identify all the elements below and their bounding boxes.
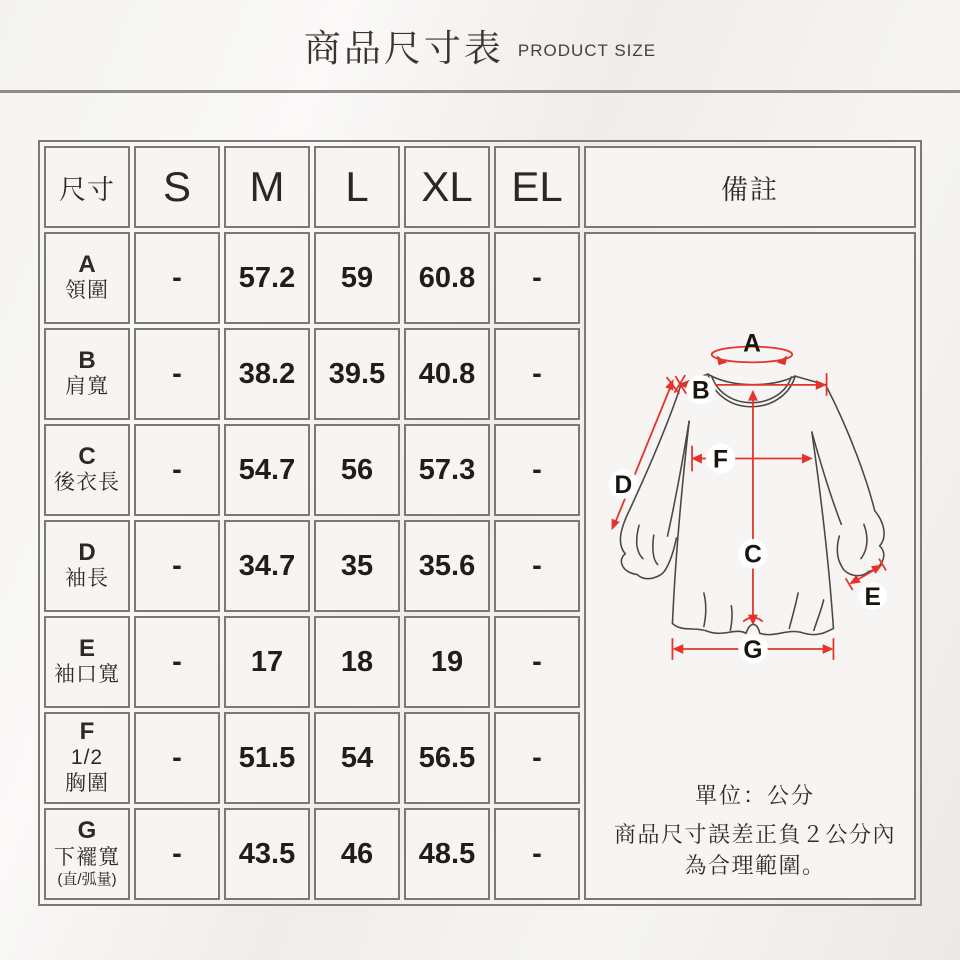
label-b: B (692, 377, 710, 405)
notes-text (586, 779, 914, 898)
arrowheads (612, 355, 883, 653)
value-cell: - (494, 520, 580, 612)
tolerance-note: 商品尺寸誤差正負２公分內為合理範圍。 (613, 822, 896, 879)
value-cell: 43.5 (224, 808, 310, 900)
value-cell: - (134, 424, 220, 516)
value-cell: 35 (314, 520, 400, 612)
value-cell: - (494, 328, 580, 420)
row-label-c: C 後衣長 (44, 424, 130, 516)
value-cell: 57.2 (224, 232, 310, 324)
label-c: C (744, 541, 762, 569)
row-label-a: A 領圍 (44, 232, 130, 324)
value-cell: 56.5 (404, 712, 490, 804)
value-cell: - (134, 520, 220, 612)
value-cell: 60.8 (404, 232, 490, 324)
row-label-e: E 袖口寬 (44, 616, 130, 708)
value-cell: 54 (314, 712, 400, 804)
value-cell: 18 (314, 616, 400, 708)
label-e: E (864, 583, 881, 611)
value-cell: - (134, 232, 220, 324)
value-cell: 40.8 (404, 328, 490, 420)
value-cell: 34.7 (224, 520, 310, 612)
header-size-label: 尺寸 (44, 146, 130, 228)
header-size-xl: XL (404, 146, 490, 228)
header-size-el: EL (494, 146, 580, 228)
title-divider (0, 90, 960, 93)
value-cell: - (494, 424, 580, 516)
value-cell: - (494, 808, 580, 900)
value-cell: 39.5 (314, 328, 400, 420)
value-cell: - (134, 808, 220, 900)
garment-measurement-diagram (586, 326, 914, 672)
value-cell: - (134, 328, 220, 420)
row-label-d: D 袖長 (44, 520, 130, 612)
row-label-g: G 下襬寬 (直/弧量) (44, 808, 130, 900)
value-cell: 57.3 (404, 424, 490, 516)
measure-labels (609, 331, 887, 664)
value-cell: - (494, 712, 580, 804)
measure-d-sleeve (615, 387, 671, 524)
value-cell: 59 (314, 232, 400, 324)
value-cell: 51.5 (224, 712, 310, 804)
notes-cell (584, 232, 916, 900)
value-cell: 48.5 (404, 808, 490, 900)
size-table (38, 140, 922, 906)
title-sub: PRODUCT SIZE (517, 41, 657, 60)
header-size-l: L (314, 146, 400, 228)
value-cell: - (494, 616, 580, 708)
value-cell: 46 (314, 808, 400, 900)
header-notes: 備註 (584, 146, 916, 228)
value-cell: - (494, 232, 580, 324)
header-size-s: S (134, 146, 220, 228)
value-cell: 17 (224, 616, 310, 708)
value-cell: - (134, 712, 220, 804)
page-title (0, 0, 960, 90)
value-cell: 35.6 (404, 520, 490, 612)
label-g: G (743, 636, 763, 664)
value-cell: 38.2 (224, 328, 310, 420)
table-header-row (44, 146, 916, 228)
unit-note: 單位：公分 (694, 783, 815, 809)
label-d: D (614, 471, 633, 499)
title-main: 商品尺寸表 (303, 28, 504, 69)
value-cell: - (134, 616, 220, 708)
value-cell: 56 (314, 424, 400, 516)
label-a: A (743, 330, 761, 358)
value-cell: 19 (404, 616, 490, 708)
row-label-f: F 1/2 胸圍 (44, 712, 130, 804)
row-label-b: B 肩寬 (44, 328, 130, 420)
table-row (44, 232, 916, 324)
value-cell: 54.7 (224, 424, 310, 516)
label-f: F (713, 446, 729, 474)
header-size-m: M (224, 146, 310, 228)
measurement-lines (615, 347, 887, 660)
